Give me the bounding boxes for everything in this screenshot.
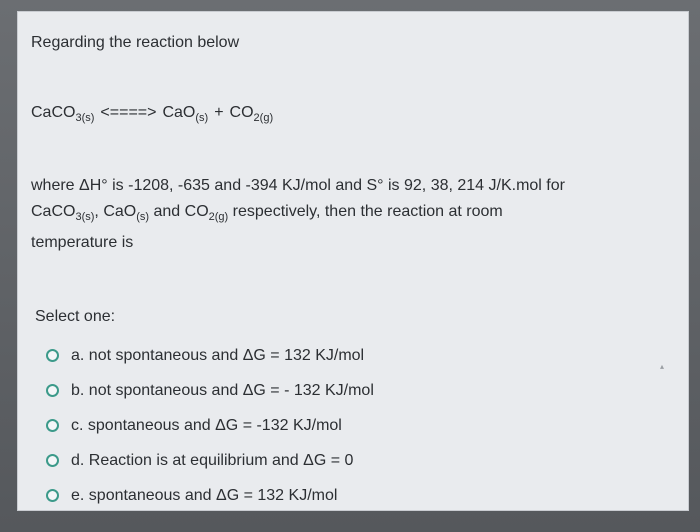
equilibrium-arrow: <====> [100, 104, 157, 121]
statement-and: and [153, 203, 181, 220]
radio-b[interactable] [46, 384, 59, 397]
option-b-label[interactable]: b. not spontaneous and ΔG = - 132 KJ/mol [71, 381, 374, 399]
statement-comma: , [94, 203, 99, 220]
option-d[interactable] [46, 443, 374, 478]
statement-line-2 [31, 199, 671, 230]
option-e[interactable] [46, 478, 374, 513]
radio-e[interactable] [46, 489, 59, 502]
statement-co2-sub: 2(g) [208, 211, 229, 223]
statement-co2: CO [184, 203, 209, 220]
question-statement [31, 173, 671, 256]
statement-caco3: CaCO [31, 203, 76, 220]
radio-a[interactable] [46, 349, 59, 362]
option-b[interactable] [46, 373, 374, 408]
statement-cao: CaO [103, 203, 137, 220]
product2-formula: CO [229, 104, 254, 121]
product1-formula: CaO [162, 104, 196, 121]
question-heading: Regarding the reaction below [31, 34, 240, 51]
statement-caco3-sub: 3(s) [75, 211, 95, 223]
radio-c[interactable] [46, 419, 59, 432]
option-a[interactable] [46, 338, 374, 373]
radio-d[interactable] [46, 454, 59, 467]
statement-line-3: temperature is [31, 234, 134, 251]
option-d-label[interactable]: d. Reaction is at equilibrium and ΔG = 0 [71, 451, 354, 469]
question-card [17, 11, 689, 511]
option-a-label[interactable]: a. not spontaneous and ΔG = 132 KJ/mol [71, 346, 365, 364]
select-one-label: Select one: [35, 308, 116, 325]
reactant-subscript: 3(s) [75, 112, 95, 124]
answer-options [46, 338, 374, 513]
statement-line-2-tail: respectively, then the reaction at room [232, 203, 503, 220]
statement-line-1: where ΔH° is -1208, -635 and -394 KJ/mol and S° is 92, 38, 214 J/K.mol for [31, 177, 565, 194]
option-e-label[interactable]: e. spontaneous and ΔG = 132 KJ/mol [71, 486, 338, 504]
option-c[interactable] [46, 408, 374, 443]
statement-cao-sub: (s) [136, 211, 150, 223]
reactant-formula: CaCO [31, 104, 76, 121]
plus-sign: + [214, 104, 224, 121]
resize-handle-icon[interactable]: ▴ [660, 362, 665, 371]
reaction-equation [31, 104, 273, 124]
option-c-label[interactable]: c. spontaneous and ΔG = -132 KJ/mol [71, 416, 342, 434]
product2-subscript: 2(g) [253, 112, 274, 124]
product1-subscript: (s) [195, 112, 209, 124]
